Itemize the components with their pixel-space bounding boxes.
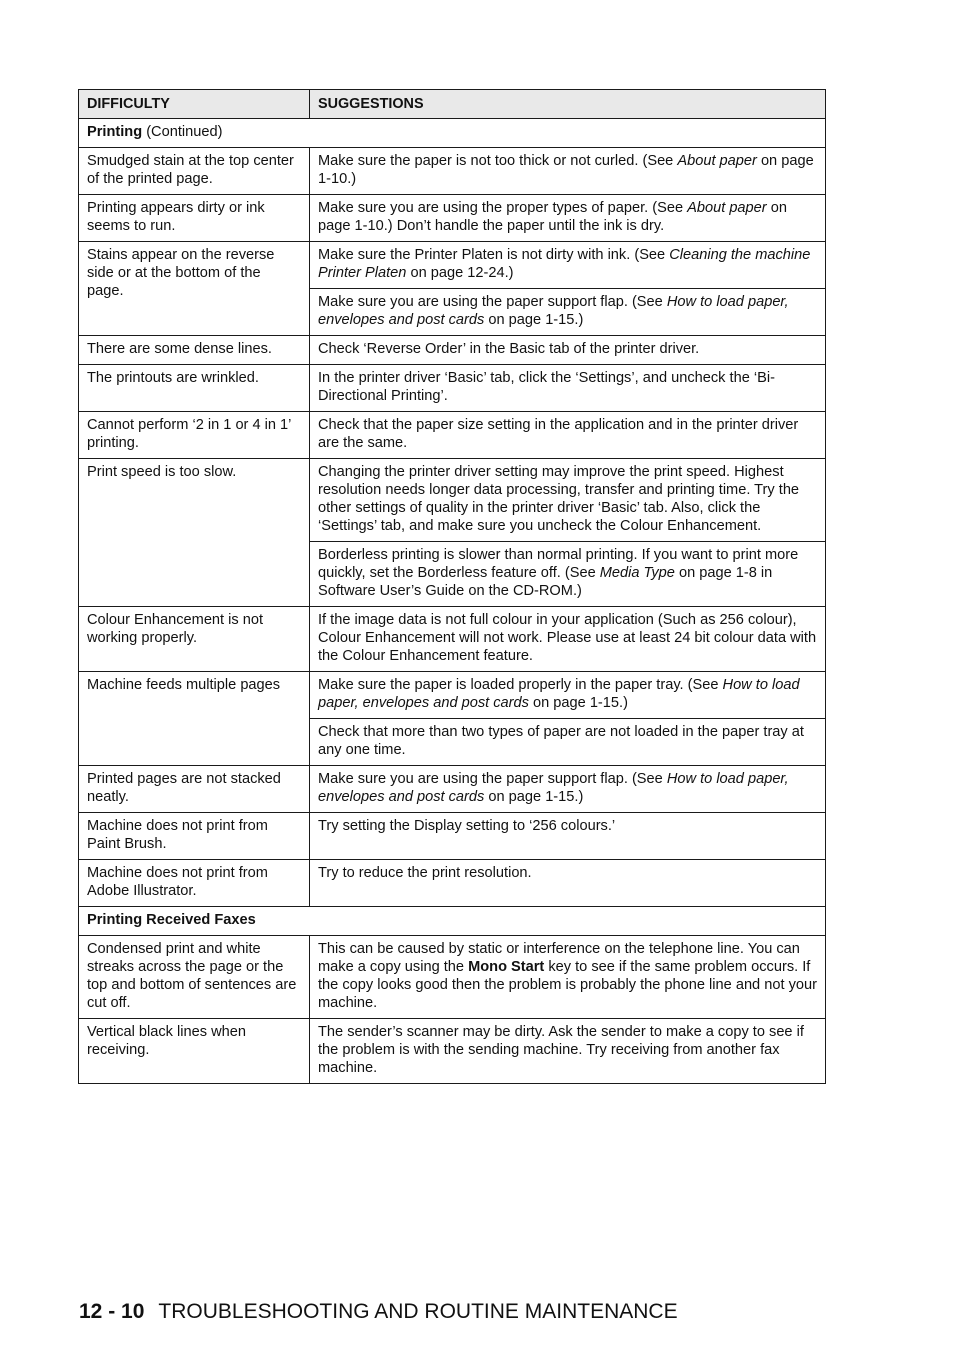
table-row — [79, 242, 826, 289]
suggestion-cell — [310, 148, 826, 195]
suggestion-text: on page 1-15.) — [484, 312, 584, 328]
suggestion-cell — [310, 242, 826, 289]
difficulty-cell: Print speed is too slow. — [79, 459, 310, 607]
header-suggestions: SUGGESTIONS — [310, 90, 826, 119]
suggestion-text: How to load paper, envelopes and post cards — [318, 677, 800, 711]
suggestion-text: Make sure the Printer Platen is not dirty with ink. (See — [318, 247, 670, 263]
troubleshooting-table — [78, 89, 826, 1084]
difficulty-cell: Stains appear on the reverse side or at the bottom of the page. — [79, 242, 310, 336]
table-row — [79, 936, 826, 1019]
table-row — [79, 365, 826, 412]
suggestion-text: Cleaning the machine Printer Platen — [318, 247, 811, 281]
difficulty-cell: Machine does not print from Paint Brush. — [79, 813, 310, 860]
difficulty-cell: The printouts are wrinkled. — [79, 365, 310, 412]
section-title-bold: Printing Received Faxes — [87, 912, 256, 928]
table-row — [79, 1019, 826, 1084]
section-title — [79, 119, 826, 148]
suggestion-cell — [310, 672, 826, 719]
suggestion-text: Check ‘Reverse Order’ in the Basic tab of the printer driver. — [318, 341, 700, 357]
suggestion-text: If the image data is not full colour in your application (Such as 256 colour), Colour Enhancement will not work. Please use at least 24 bit colour data with the Colour Enhancement feature. — [318, 612, 817, 664]
difficulty-cell: Cannot perform ‘2 in 1 or 4 in 1’ printing. — [79, 412, 310, 459]
suggestion-text: About paper — [677, 153, 757, 169]
suggestion-cell — [310, 607, 826, 672]
difficulty-cell: There are some dense lines. — [79, 336, 310, 365]
suggestion-cell — [310, 766, 826, 813]
suggestion-text: Check that the paper size setting in the application and in the printer driver are the same. — [318, 417, 799, 451]
table-row — [79, 672, 826, 719]
difficulty-cell: Vertical black lines when receiving. — [79, 1019, 310, 1084]
table-row — [79, 607, 826, 672]
suggestion-cell — [310, 542, 826, 607]
suggestion-cell — [310, 860, 826, 907]
difficulty-cell: Printing appears dirty or ink seems to run. — [79, 195, 310, 242]
difficulty-cell: Machine feeds multiple pages — [79, 672, 310, 766]
suggestion-text: Make sure you are using the paper support flap. (See — [318, 771, 667, 787]
suggestion-text: Changing the printer driver setting may improve the print speed. Highest resolution needs longer data processing, transfer and printing time. Try the other settings of quality in the printer driver ‘Basic’ tab. Also, click the ‘Settings’ tab, and make sure you uncheck the Colour Enhancement. — [318, 464, 800, 534]
suggestion-text: How to load paper, envelopes and post cards — [318, 771, 789, 805]
suggestion-cell — [310, 719, 826, 766]
section-row — [79, 119, 826, 148]
suggestion-cell — [310, 336, 826, 365]
difficulty-cell: Colour Enhancement is not working properly. — [79, 607, 310, 672]
suggestion-text: Try setting the Display setting to ‘256 colours.’ — [318, 818, 616, 834]
table-header — [79, 90, 826, 119]
suggestion-text: Mono Start — [468, 959, 545, 975]
suggestion-cell — [310, 412, 826, 459]
section-row — [79, 907, 826, 936]
section-title-rest: (Continued) — [142, 124, 223, 140]
table-row — [79, 336, 826, 365]
page-number: 12 - 10 — [79, 1300, 145, 1323]
suggestion-text: This can be caused by static or interference on the telephone line. You can make a copy using the — [318, 941, 800, 975]
suggestion-text: on page 1-10.) Don’t handle the paper until the ink is dry. — [318, 200, 787, 234]
suggestion-text: About paper — [687, 200, 767, 216]
suggestion-text: The sender’s scanner may be dirty. Ask the sender to make a copy to see if the problem is with the sending machine. Try receiving from another fax machine. — [318, 1024, 804, 1076]
header-difficulty: DIFFICULTY — [79, 90, 310, 119]
suggestion-text: on page 1-15.) — [528, 695, 628, 711]
suggestion-cell — [310, 289, 826, 336]
suggestion-text: Make sure the paper is not too thick or not curled. (See — [318, 153, 678, 169]
suggestion-text: Borderless printing is slower than normal printing. If you want to print more quickly, set the Borderless feature off. (See — [318, 547, 799, 581]
suggestion-text: on page 1-8 in Software User’s Guide on the CD-ROM.) — [318, 565, 773, 599]
table-row — [79, 195, 826, 242]
chapter-title: TROUBLESHOOTING AND ROUTINE MAINTENANCE — [158, 1300, 678, 1323]
suggestion-cell — [310, 365, 826, 412]
suggestion-cell — [310, 813, 826, 860]
suggestion-text: In the printer driver ‘Basic’ tab, click the ‘Settings’, and uncheck the ‘Bi-Directional Printing’. — [318, 370, 775, 404]
table-row — [79, 412, 826, 459]
suggestion-cell — [310, 195, 826, 242]
page-footer — [79, 1299, 678, 1325]
suggestion-text: on page 12-24.) — [406, 265, 514, 281]
suggestion-text: Try to reduce the print resolution. — [318, 865, 532, 881]
difficulty-cell: Condensed print and white streaks across the page or the top and bottom of sentences are cut off. — [79, 936, 310, 1019]
table-row — [79, 813, 826, 860]
table-row — [79, 148, 826, 195]
suggestion-text: How to load paper, envelopes and post cards — [318, 294, 789, 328]
suggestion-text: on page 1-15.) — [484, 789, 584, 805]
header-row — [79, 90, 826, 119]
difficulty-cell: Smudged stain at the top center of the printed page. — [79, 148, 310, 195]
table-row — [79, 459, 826, 542]
difficulty-cell: Machine does not print from Adobe Illustrator. — [79, 860, 310, 907]
suggestion-cell — [310, 1019, 826, 1084]
table-body — [79, 119, 826, 1084]
suggestion-text: Make sure the paper is loaded properly in the paper tray. (See — [318, 677, 723, 693]
section-title — [79, 907, 826, 936]
suggestion-text: on page 1-10.) — [318, 153, 814, 187]
suggestion-text: Make sure you are using the proper types of paper. (See — [318, 200, 688, 216]
table-row — [79, 766, 826, 813]
suggestion-text: key to see if the same problem occurs. If the copy looks good then the problem is probably the phone line and not your machine. — [318, 959, 817, 1011]
table-row — [79, 860, 826, 907]
suggestion-cell — [310, 459, 826, 542]
suggestion-text: Media Type — [599, 565, 675, 581]
section-title-bold: Printing — [87, 124, 143, 140]
difficulty-cell: Printed pages are not stacked neatly. — [79, 766, 310, 813]
suggestion-cell — [310, 936, 826, 1019]
suggestion-text: Check that more than two types of paper are not loaded in the paper tray at any one time. — [318, 724, 804, 758]
suggestion-text: Make sure you are using the paper support flap. (See — [318, 294, 667, 310]
